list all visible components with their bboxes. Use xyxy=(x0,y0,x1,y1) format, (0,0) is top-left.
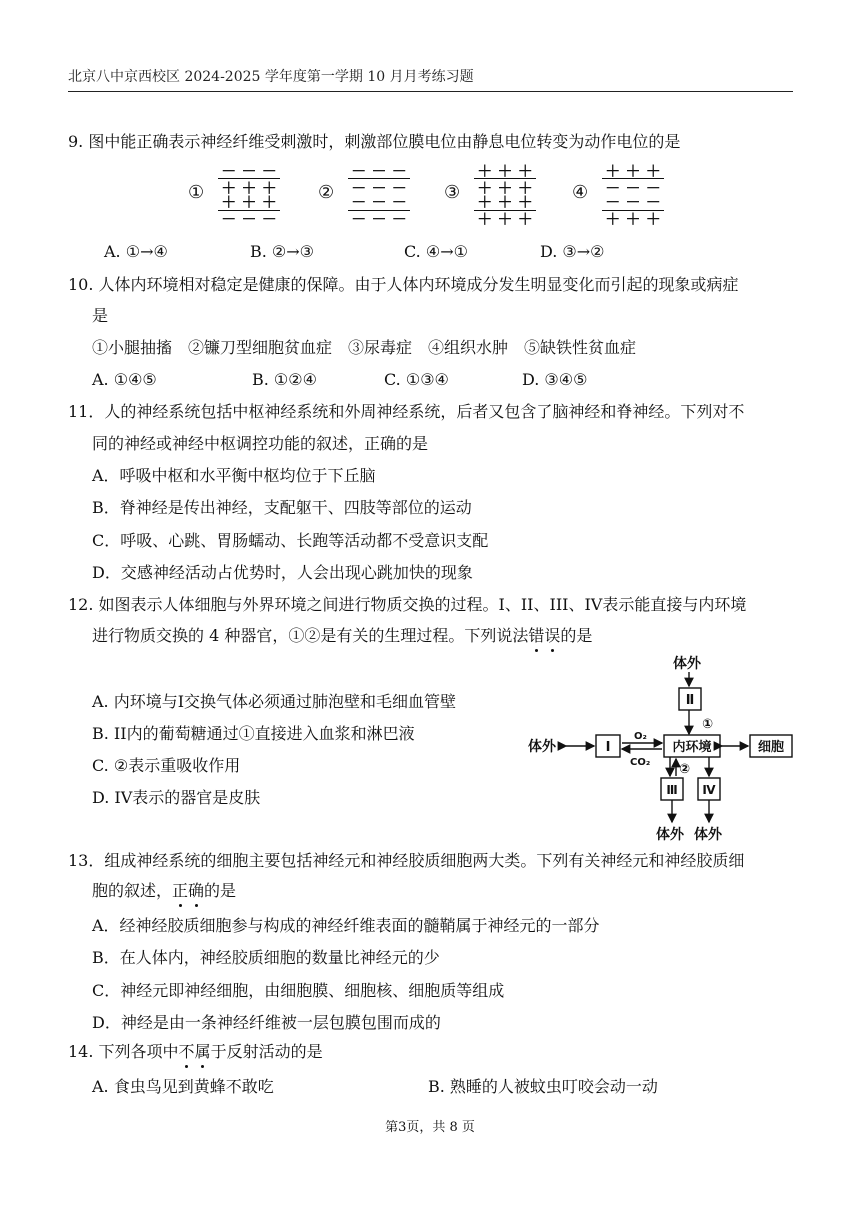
q10-option-b[interactable]: B. ①②④ xyxy=(252,370,317,389)
membrane-diagram xyxy=(188,164,318,226)
q14-emphasis-char-2: 属 xyxy=(194,1042,211,1061)
page-header: 北京八中京西校区 2024-2025 学年度第一学期 10 月月考练习题 xyxy=(68,69,474,85)
q11-option-b[interactable]: B．脊神经是传出神经，支配躯干、四肢等部位的运动 xyxy=(92,498,472,517)
header-rule xyxy=(68,91,793,92)
q9-option-b[interactable]: B. ②→③ xyxy=(250,242,315,261)
q11-option-d[interactable]: D．交感神经活动占优势时，人会出现心跳加快的现象 xyxy=(92,563,473,582)
membrane-charge-row: ＋ ＋ ＋ xyxy=(477,210,533,228)
membrane-label: ④ xyxy=(572,182,589,203)
membrane-charge-row: － － － xyxy=(605,179,661,197)
q9-option-d[interactable]: D. ③→② xyxy=(540,242,605,261)
q13-option-d[interactable]: D．神经是由一条神经纤维被一层包膜包围而成的 xyxy=(92,1013,441,1032)
q10-option-a[interactable]: A. ①④⑤ xyxy=(92,370,157,389)
q14-emphasis-char-1: 不 xyxy=(178,1042,195,1061)
q10-stem-line2: 是 xyxy=(92,306,109,325)
membrane-charge-row: ＋ ＋ ＋ xyxy=(605,210,661,228)
label-process-2: ② xyxy=(679,762,691,777)
q9-option-a[interactable]: A. ①→④ xyxy=(104,242,168,261)
membrane-diagram xyxy=(444,164,574,226)
q11-option-a[interactable]: A．呼吸中枢和水平衡中枢均位于下丘脑 xyxy=(92,466,376,485)
membrane-label: ③ xyxy=(444,182,461,203)
label-co2: CO₂ xyxy=(630,757,651,768)
membrane-diagram xyxy=(572,164,702,226)
membrane-charge-row: － － － xyxy=(221,210,277,228)
label-process-1: ① xyxy=(702,717,714,732)
label-outside-left: 体外 xyxy=(528,739,556,755)
q12-option-a[interactable]: A. 内环境与I交换气体必须通过肺泡壁和毛细血管壁 xyxy=(92,692,457,711)
membrane-charges xyxy=(218,164,280,226)
label-cell: 细胞 xyxy=(757,740,785,755)
label-outside-top: 体外 xyxy=(673,656,701,672)
membrane-label: ① xyxy=(188,182,205,203)
q14-stem-text: 14. 下列各项中 xyxy=(68,1042,179,1061)
q13-emphasis-char-1: 正 xyxy=(172,881,189,900)
label-organ3: Ⅲ xyxy=(666,783,678,797)
membrane-charge-row: － － － xyxy=(351,179,407,197)
q13-option-b[interactable]: B．在人体内，神经胶质细胞的数量比神经元的少 xyxy=(92,948,440,967)
membrane-charge-row: － － － xyxy=(351,210,407,228)
q10-option-d[interactable]: D. ③④⑤ xyxy=(522,370,588,389)
q11-stem-line1: 11．人的神经系统包括中枢神经系统和外周神经系统，后者又包含了脑神经和脊神经。下列对不 xyxy=(68,402,745,421)
q13-stem-text: 胞的叙述， xyxy=(92,881,173,900)
q12-option-c[interactable]: C. ②表示重吸收作用 xyxy=(92,756,241,775)
q11-option-c[interactable]: C．呼吸、心跳、胃肠蠕动、长跑等活动都不受意识支配 xyxy=(92,531,489,550)
membrane-charges xyxy=(602,164,664,226)
q12-stem-tail: 的是 xyxy=(560,626,593,645)
q12-emphasis-char-2: 误 xyxy=(544,626,561,645)
q12-exchange-diagram xyxy=(526,652,796,842)
membrane-charge-row: ＋ ＋ ＋ xyxy=(605,162,661,180)
membrane-charge-row: ＋ ＋ ＋ xyxy=(477,193,533,211)
q10-stem-line1: 10. 人体内环境相对稳定是健康的保障。由于人体内环境成分发生明显变化而引起的现象或病症 xyxy=(68,275,739,294)
membrane-charge-row: － － － xyxy=(351,162,407,180)
q13-stem-line2 xyxy=(92,881,236,901)
membrane-charge-row: ＋ ＋ ＋ xyxy=(477,162,533,180)
membrane-charge-row: ＋ ＋ ＋ xyxy=(221,193,277,211)
q13-stem-tail: 的是 xyxy=(204,881,237,900)
label-outside-bottom-1: 体外 xyxy=(656,827,684,842)
q14-option-b[interactable]: B. 熟睡的人被蚊虫叮咬会动一动 xyxy=(428,1077,658,1096)
q13-option-c[interactable]: C．神经元即神经细胞，由细胞膜、细胞核、细胞质等组成 xyxy=(92,981,505,1000)
q9-option-c[interactable]: C. ④→① xyxy=(404,242,468,261)
q12-stem-line2 xyxy=(92,626,592,646)
label-organ2: Ⅱ xyxy=(685,693,695,708)
label-outside-bottom-2: 体外 xyxy=(694,827,722,842)
label-center: 内环境 xyxy=(672,740,712,755)
q10-option-c[interactable]: C. ①③④ xyxy=(384,370,449,389)
membrane-diagram xyxy=(318,164,448,226)
q12-stem-line1: 12. 如图表示人体细胞与外界环境之间进行物质交换的过程。I、II、III、IV表示能直接与内环境 xyxy=(68,595,747,614)
membrane-charge-row: － － － xyxy=(351,193,407,211)
q14-option-a[interactable]: A. 食虫鸟见到黄蜂不敢吃 xyxy=(92,1077,274,1096)
label-organ4: Ⅳ xyxy=(702,783,716,797)
membrane-charges xyxy=(474,164,536,226)
q11-stem-line2: 同的神经或神经中枢调控功能的叙述，正确的是 xyxy=(92,434,429,453)
q13-emphasis-char-2: 确 xyxy=(188,881,205,900)
membrane-charge-row: － － － xyxy=(221,162,277,180)
q10-items: ①小腿抽搐 ②镰刀型细胞贫血症 ③尿毒症 ④组织水肿 ⑤缺铁性贫血症 xyxy=(92,338,637,357)
q14-stem xyxy=(68,1042,323,1062)
q13-option-a[interactable]: A．经神经胶质细胞参与构成的神经纤维表面的髓鞘属于神经元的一部分 xyxy=(92,916,600,935)
q12-option-d[interactable]: D. IV表示的器官是皮肤 xyxy=(92,788,261,807)
q13-stem-line1: 13．组成神经系统的细胞主要包括神经元和神经胶质细胞两大类。下列有关神经元和神经胶质细 xyxy=(68,851,745,870)
q12-emphasis-char-1: 错 xyxy=(528,626,545,645)
q9-stem: 9. 图中能正确表示神经纤维受刺激时，刺激部位膜电位由静息电位转变为动作电位的是 xyxy=(68,132,681,151)
membrane-charge-row: ＋ ＋ ＋ xyxy=(477,179,533,197)
q12-stem-text: 进行物质交换的 4 种器官，①②是有关的生理过程。下列说法 xyxy=(92,626,529,645)
membrane-charge-row: － － － xyxy=(605,193,661,211)
page-footer: 第3页，共 8 页 xyxy=(385,1120,475,1135)
label-o2: O₂ xyxy=(634,731,647,742)
exchange-diagram-svg xyxy=(526,652,796,842)
membrane-charge-row: ＋ ＋ ＋ xyxy=(221,179,277,197)
q12-option-b[interactable]: B. II内的葡萄糖通过①直接进入血浆和淋巴液 xyxy=(92,724,415,743)
membrane-label: ② xyxy=(318,182,335,203)
label-organ1: Ⅰ xyxy=(605,740,611,755)
membrane-charges xyxy=(348,164,410,226)
q14-stem-tail: 于反射活动的是 xyxy=(210,1042,323,1061)
